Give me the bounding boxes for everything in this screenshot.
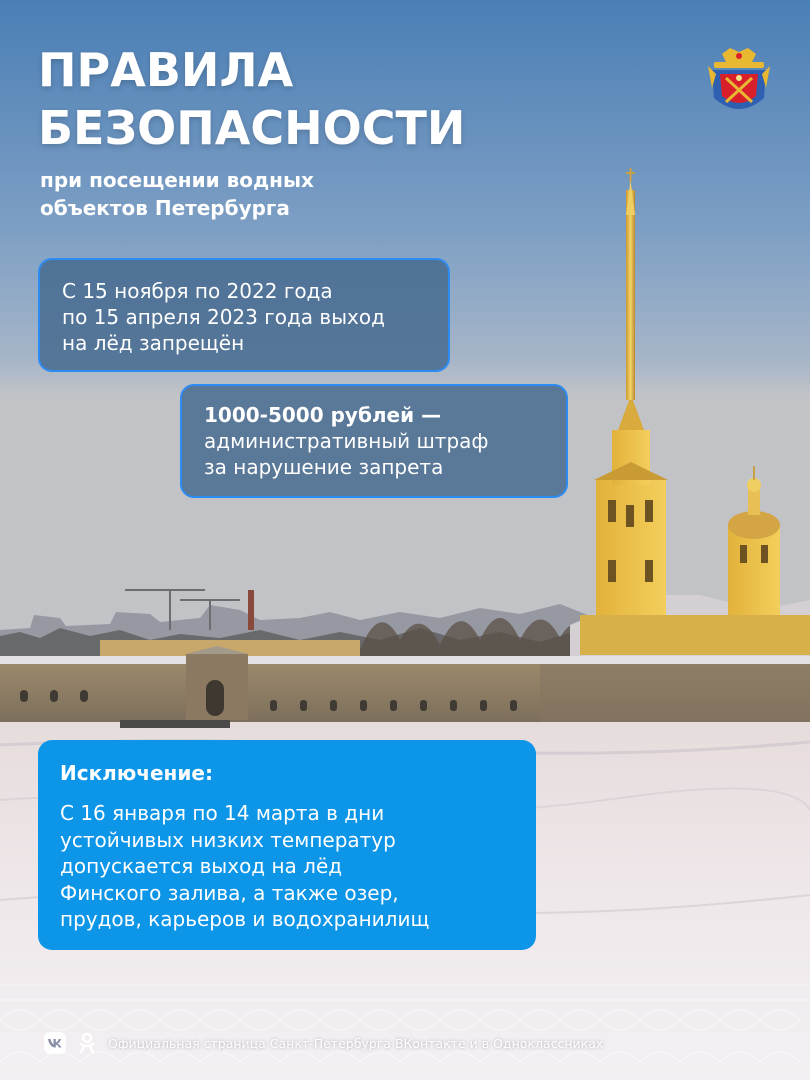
ice-ban-notice: [38, 258, 450, 372]
exception-line: прудов, карьеров и водохранилищ: [60, 907, 430, 931]
fine-amount: 1000-5000 рублей —: [204, 403, 442, 427]
exception-heading: Исключение:: [60, 761, 213, 785]
ice-ban-line-1: С 15 ноября по 2022 года: [62, 279, 333, 303]
page-subtitle: [40, 166, 420, 222]
ice-ban-line-2: по 15 апреля 2023 года выход: [62, 305, 385, 329]
page-title-line-2: БЕЗОПАСНОСТИ: [38, 101, 466, 155]
subtitle-line-2: объектов Петербурга: [40, 196, 290, 220]
exception-line: устойчивых низких температур: [60, 827, 396, 852]
odnoklassniki-icon[interactable]: [76, 1032, 98, 1054]
subtitle-line-1: при посещении водных: [40, 168, 314, 192]
footer: [44, 1030, 603, 1056]
exception-line: Финского залива, а также озер,: [60, 880, 399, 905]
fine-notice: [180, 384, 568, 498]
ice-ban-line-3: на лёд запрещён: [62, 331, 245, 355]
exception-line: С 16 января по 14 марта в дни: [60, 801, 385, 825]
fine-line-2: административный штраф: [204, 429, 489, 453]
fine-line-3: за нарушение запрета: [204, 455, 444, 479]
footer-text: Официальная страница Санкт-Петербурга ВКонтакте и в Одноклассниках: [108, 1035, 604, 1051]
exception-line: допускается выход на лёд: [60, 854, 343, 878]
page-title-line-1: ПРАВИЛА: [38, 43, 294, 97]
vk-icon[interactable]: [44, 1032, 66, 1054]
exception-notice: [38, 740, 536, 950]
saint-petersburg-coat-of-arms-icon: [708, 48, 770, 120]
